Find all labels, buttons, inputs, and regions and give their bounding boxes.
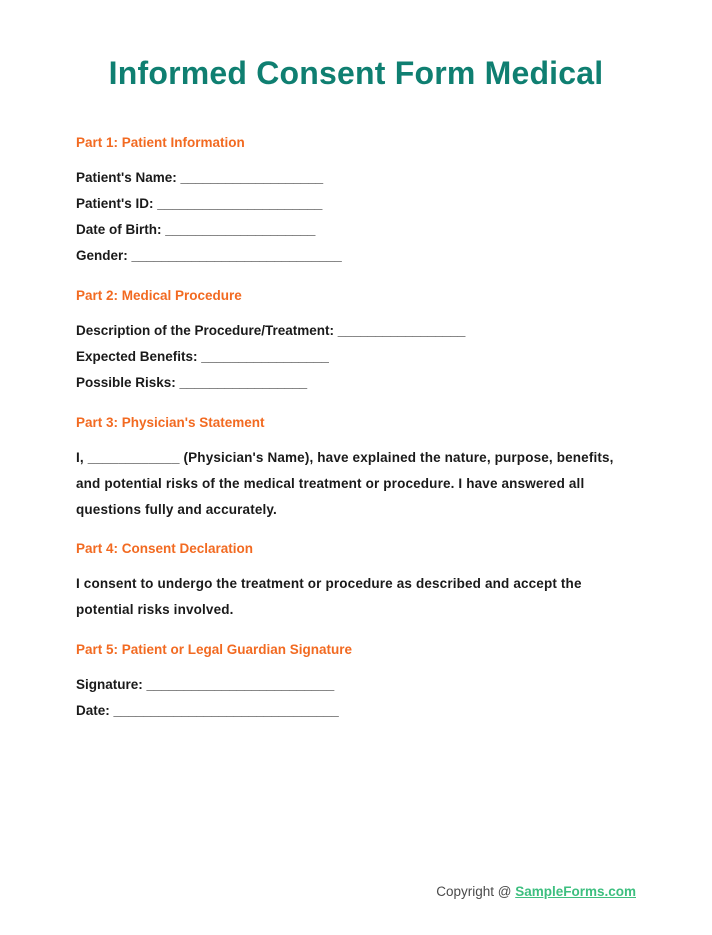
section-heading: Part 2: Medical Procedure <box>76 288 242 303</box>
gender-field: Gender: ____________________________ <box>76 248 342 263</box>
section-heading: Part 5: Patient or Legal Guardian Signature <box>76 642 353 657</box>
date-field: Date: ______________________________ <box>76 703 339 718</box>
section-physician-statement <box>76 414 646 523</box>
section-heading: Part 3: Physician's Statement <box>76 415 265 430</box>
section-heading: Part 4: Consent Declaration <box>76 541 254 556</box>
possible-risks-field: Possible Risks: _________________ <box>76 375 308 390</box>
patient-id-field: Patient's ID: ______________________ <box>76 196 323 211</box>
procedure-description-field: Description of the Procedure/Treatment: _________________ <box>76 323 466 338</box>
date-of-birth-field: Date of Birth: ____________________ <box>76 222 316 237</box>
brand-link[interactable]: SampleForms.com <box>515 884 636 899</box>
paragraph-line: and potential risks of the medical treatment or procedure. I have answered all <box>76 476 585 491</box>
paragraph-line: I, ____________ (Physician's Name), have explained the nature, purpose, benefits, <box>76 450 614 465</box>
paragraph-line: I consent to undergo the treatment or procedure as described and accept the <box>76 576 582 591</box>
section-heading: Part 1: Patient Information <box>76 135 245 150</box>
section-consent-declaration <box>76 540 646 623</box>
patient-name-field: Patient's Name: ___________________ <box>76 170 324 185</box>
page-title: Informed Consent Form Medical <box>108 55 604 91</box>
copyright-text: Copyright @ <box>436 884 516 899</box>
paragraph-line: questions fully and accurately. <box>76 502 277 517</box>
signature-field: Signature: _________________________ <box>76 677 335 692</box>
expected-benefits-field: Expected Benefits: _________________ <box>76 349 329 364</box>
paragraph-line: potential risks involved. <box>76 602 234 617</box>
section-medical-procedure <box>76 287 646 396</box>
section-patient-information <box>76 134 646 269</box>
copyright-footer <box>436 884 636 899</box>
section-signature <box>76 641 646 724</box>
